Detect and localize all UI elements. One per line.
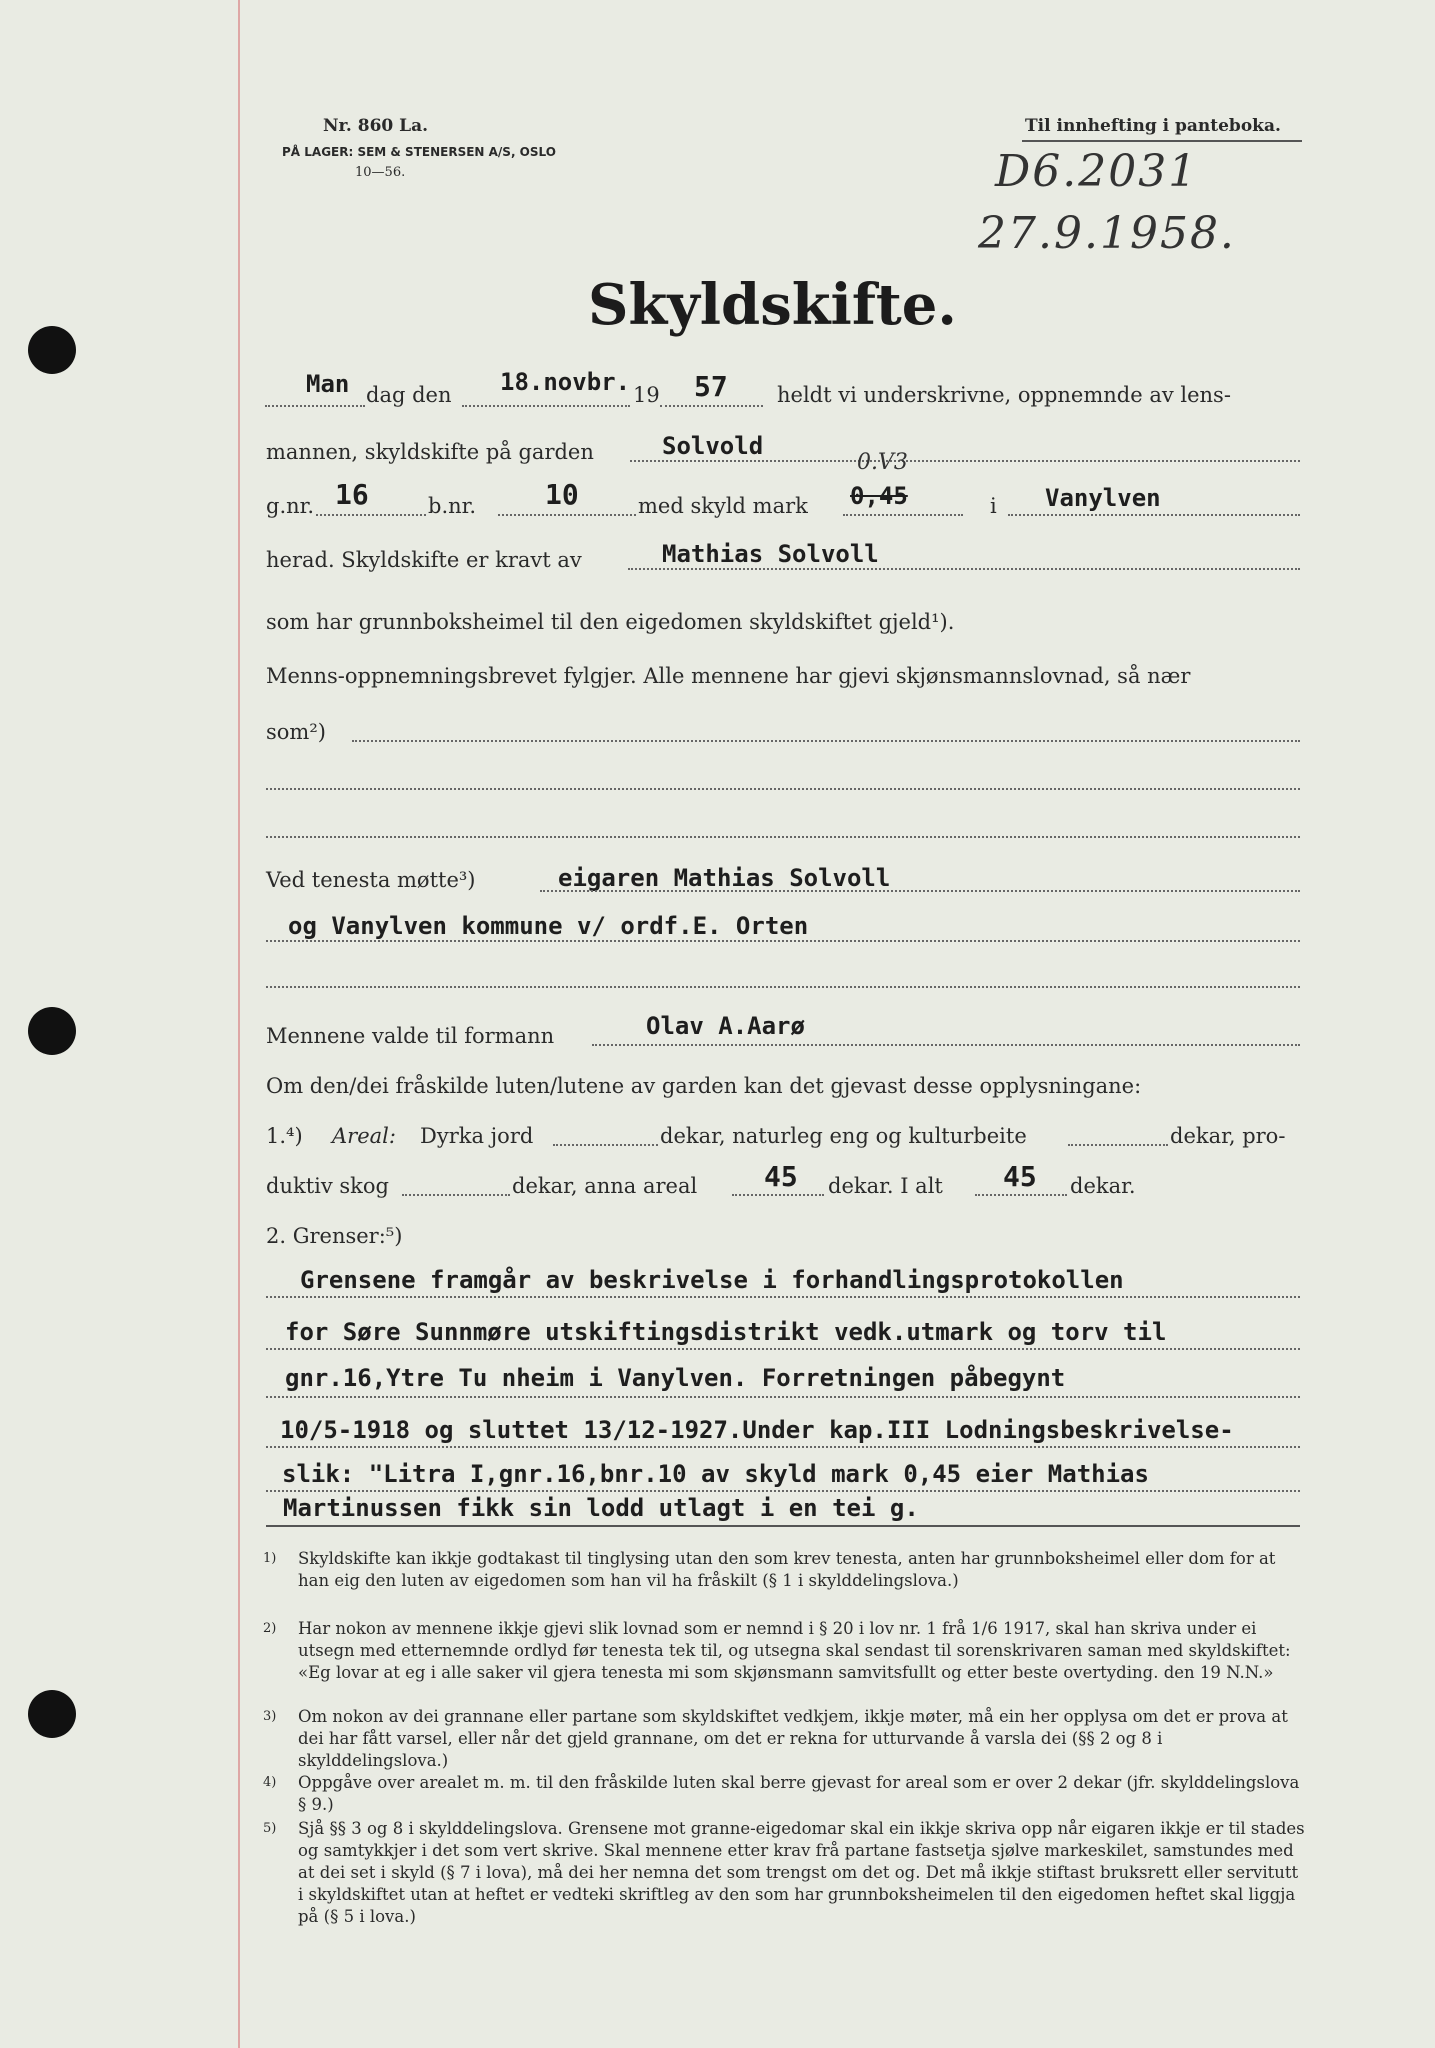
held-text: heldt vi underskrivne, oppnemnde av lens- xyxy=(777,383,1231,407)
mennene-valde-label: Mennene valde til formann xyxy=(266,1024,555,1048)
right-header: Til innhefting i panteboka. xyxy=(1025,116,1281,136)
fill-line xyxy=(628,568,1300,570)
gnr-value: 16 xyxy=(335,478,369,511)
fill-line xyxy=(975,1194,1067,1196)
fill-line xyxy=(1008,514,1300,516)
fill-line xyxy=(266,1296,1300,1298)
fill-line xyxy=(266,788,1300,790)
footnote-number: 4) xyxy=(263,1775,277,1790)
fill-line xyxy=(266,940,1300,942)
fill-line xyxy=(553,1144,658,1146)
fill-line xyxy=(266,836,1300,838)
fill-line xyxy=(630,460,1300,462)
page-title: Skyldskifte. xyxy=(588,272,957,338)
bnr-value: 10 xyxy=(545,478,579,511)
header-underline xyxy=(1022,140,1302,142)
bnr-label: b.nr. xyxy=(428,494,477,518)
farm-value: Solvold xyxy=(662,432,764,460)
fill-line xyxy=(316,514,426,516)
border-line-6: Martinussen fikk sin lodd utlagt i en tei g. xyxy=(283,1494,919,1522)
punch-hole xyxy=(28,1690,76,1738)
printer-line: PÅ LAGER: SEM & STENERSEN A/S, OSLO xyxy=(282,145,556,159)
handwritten-doc-number: D6.2031 xyxy=(995,146,1199,197)
border-line-2: for Søre Sunnmøre utskiftingsdistrikt vedk.utmark og torv til xyxy=(285,1318,1167,1346)
date-value: 18.novbr. xyxy=(500,368,631,396)
footnote-1 xyxy=(263,1548,1308,1592)
herad-text: herad. Skyldskifte er kravt av xyxy=(266,548,582,572)
year-prefix: 19 xyxy=(633,383,660,407)
fill-line xyxy=(266,1396,1300,1398)
footnote-number: 5) xyxy=(263,1821,277,1836)
areal-number: 1.⁴) xyxy=(266,1124,303,1148)
fill-line xyxy=(540,890,1300,892)
separator-line xyxy=(266,1525,1300,1527)
fill-line xyxy=(266,1490,1300,1492)
som-label: som²) xyxy=(266,720,326,744)
i-alt-label: dekar. I alt xyxy=(828,1174,943,1198)
form-number: Nr. 860 La. xyxy=(323,116,429,136)
anna-value: 45 xyxy=(764,1160,798,1193)
chairman-value: Olav A.Aarø xyxy=(646,1012,805,1040)
fill-line xyxy=(266,1348,1300,1350)
om-den-text: Om den/dei fråskilde luten/lutene av garden kan det gjevast desse opplysningane: xyxy=(266,1074,1142,1098)
footnote-text: Om nokon av dei grannane eller partane som skyldskiftet vedkjem, ikkje møter, må ein her opplysa om det er prova at dei har fått varsel, eller når det gjeld grannane, om det er rekna for utturvande å varsla dei (§§ 2 og 8 i skylddelingslova.) xyxy=(298,1707,1288,1770)
requested-by-value: Mathias Solvoll xyxy=(662,540,879,568)
anna-label: dekar, anna areal xyxy=(512,1174,698,1198)
footnote-number: 3) xyxy=(263,1709,277,1724)
margin-line xyxy=(238,0,240,2048)
handwritten-mark-correction: 0.V3 xyxy=(857,450,908,475)
gnr-label: g.nr. xyxy=(266,494,315,518)
punch-hole xyxy=(28,1007,76,1055)
year-value: 57 xyxy=(694,370,728,403)
footnote-3 xyxy=(263,1706,1308,1772)
municipality-value: Vanylven xyxy=(1045,484,1161,512)
present-line-1: eigaren Mathias Solvoll xyxy=(558,864,891,892)
dag-den-label: dag den xyxy=(366,383,452,407)
fill-line xyxy=(498,514,636,516)
footnote-text: Skyldskifte kan ikkje godtakast til tinglysing utan den som krev tenesta, anten har grunnboksheimel eller dom for at han eig den luten av eigedomen som han vil ha fråskilt (§ 1 i skylddelingslova.) xyxy=(298,1549,1276,1590)
grenser-label: 2. Grenser:⁵) xyxy=(266,1224,403,1248)
footnote-text: Har nokon av mennene ikkje gjevi slik lovnad som er nemnd i § 20 i lov nr. 1 frå 1/6 1917, skal han skriva under ei utsegn med etternemnde ordlyd før tenesta tek til, og utsegna skal sendast til sorenskrivaren saman med skyldskiftet: «Eg lovar at eg i alle saker vil gjera tenesta mi som skjønsmann samvitsfullt og etter beste overtyding. den 19 N.N.» xyxy=(298,1619,1291,1682)
footnote-2 xyxy=(263,1618,1308,1684)
footnote-number: 2) xyxy=(263,1621,277,1636)
footnote-text: Sjå §§ 3 og 8 i skylddelingslova. Grensene mot granne-eigedomar skal ein ikkje skriva opp når eigaren ikkje er til stades og samtykkjer i det som vert skrive. Skal mennene etter krav frå partane fastsetja sjølve markeskilet, samstundes med at dei set i skyld (§ 7 i lova), må dei her nemna det som trengst om det og. Det må ikkje stiftast bruksrett eller servitutt i skyldskiftet utan at heftet er vedteki skriftleg av den som har grunnboksheimelen til den eigedomen heftet skal liggja på (§ 5 i lova.) xyxy=(298,1819,1305,1926)
border-line-1: Grensene framgår av beskrivelse i forhandlingsprotokollen xyxy=(300,1266,1124,1294)
present-line-2: og Vanylven kommune v/ ordf.E. Orten xyxy=(288,912,809,940)
dekar-end-label: dekar. xyxy=(1070,1174,1136,1198)
footnote-4 xyxy=(263,1772,1308,1816)
fill-line xyxy=(592,1044,1300,1046)
skyld-label: med skyld mark xyxy=(638,494,808,518)
duktiv-label: duktiv skog xyxy=(266,1174,389,1198)
footnote-text: Oppgåve over arealet m. m. til den fråskilde luten skal berre gjevast for areal som er over 2 dekar (jfr. skylddelingslova § 9.) xyxy=(298,1773,1300,1814)
handwritten-date: 27.9.1958. xyxy=(978,208,1236,259)
fill-line xyxy=(266,1446,1300,1448)
struck-mark-value: 0,45 xyxy=(850,482,908,510)
punch-hole xyxy=(28,326,76,374)
fill-line xyxy=(266,986,1300,988)
weekday-value: Man xyxy=(306,370,350,398)
pro-label: dekar, pro- xyxy=(1170,1124,1286,1148)
som-har-text: som har grunnboksheimel til den eigedomen skyldskiftet gjeld¹). xyxy=(266,610,955,634)
border-line-3: gnr.16,Ytre Tu nheim i Vanylven. Forretningen påbegynt xyxy=(285,1364,1066,1392)
footnote-5 xyxy=(263,1818,1308,1928)
border-line-4: 10/5-1918 og sluttet 13/12-1927.Under kap.III Lodningsbeskrivelse- xyxy=(280,1416,1234,1444)
fill-line xyxy=(732,1194,824,1196)
fill-line xyxy=(352,740,1300,742)
fill-line xyxy=(402,1194,510,1196)
fill-line xyxy=(1068,1144,1168,1146)
footnote-number: 1) xyxy=(263,1551,277,1566)
areal-label: Areal: xyxy=(332,1124,396,1148)
naturleg-label: dekar, naturleg eng og kulturbeite xyxy=(660,1124,1027,1148)
i-label: i xyxy=(990,494,997,518)
fill-line xyxy=(660,405,763,407)
fill-line xyxy=(843,514,963,516)
mannen-text: mannen, skyldskifte på garden xyxy=(266,440,594,464)
dyrka-label: Dyrka jord xyxy=(420,1124,534,1148)
i-alt-value: 45 xyxy=(1003,1160,1037,1193)
ved-tenesta-label: Ved tenesta møtte³) xyxy=(266,868,476,892)
fill-line xyxy=(462,405,630,407)
fill-line xyxy=(265,405,365,407)
border-line-5: slik: "Litra I,gnr.16,bnr.10 av skyld mark 0,45 eier Mathias xyxy=(282,1460,1149,1488)
printer-date: 10—56. xyxy=(355,165,406,180)
menns-text: Menns-oppnemningsbrevet fylgjer. Alle mennene har gjevi skjønsmannslovnad, så nær xyxy=(266,664,1191,688)
